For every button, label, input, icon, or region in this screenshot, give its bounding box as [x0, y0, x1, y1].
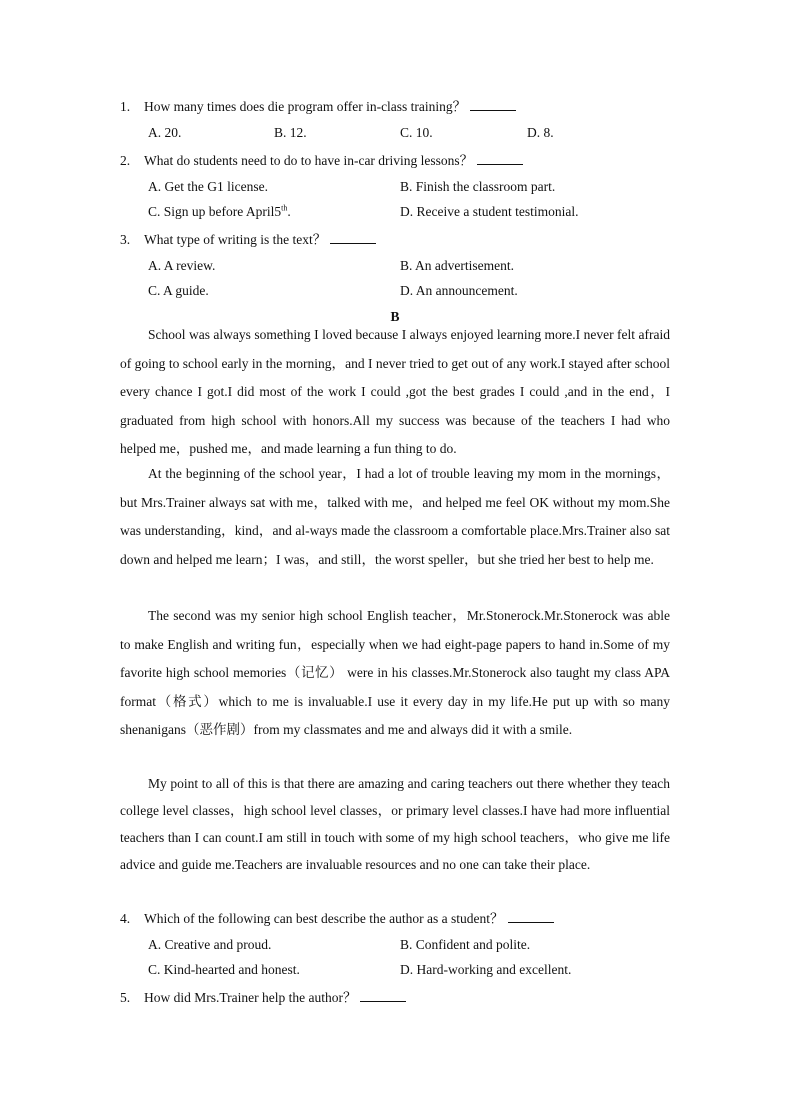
option-b: B. 12. — [274, 125, 307, 140]
option-c: C. Sign up before April5th. — [148, 203, 291, 219]
option-d: D. Receive a student testimonial. — [400, 204, 579, 219]
passage-paragraph-2: At the beginning of the school year，I had a lot of trouble leaving my mom in the mornings，but Mrs.Trainer always sat with me，talked with me，and helped me feel OK without my mom.She was understanding，kind，and al-ways made the classroom a comfortable place.Mrs.Trainer also sat down and helped me learn；I was，and still，the worst speller，but she tried her best to help me. — [120, 466, 670, 567]
question-3 — [120, 230, 680, 249]
option-c: C. 10. — [400, 125, 433, 140]
option-a: A. Get the G1 license. — [148, 179, 268, 194]
question-number: 1. — [120, 99, 131, 114]
option-d: D. 8. — [527, 125, 554, 140]
option-a: A. A review. — [148, 258, 216, 273]
question-5 — [120, 988, 680, 1007]
question-number: 5. — [120, 990, 131, 1005]
option-b: B. An advertisement. — [400, 258, 514, 273]
question-text: Which of the following can best describe the author as a student？ — [144, 911, 504, 926]
section-title: B — [390, 309, 400, 324]
passage-paragraph-1: School was always something I loved because I always enjoyed learning more.I never felt afraid of going to school early in the morning，and I never tried to get out of any work.I stayed after school every chance I got.I did most of the work I could ,got the best grades I could ,and in the end，I graduated from high school with honors.All my success was because of the teachers I had who helped me，pushed me，and made learning a fun thing to do. — [120, 327, 670, 456]
question-4 — [120, 909, 680, 928]
question-text: How many times does die program offer in-class training？ — [144, 99, 467, 114]
passage-paragraph-4: My point to all of this is that there are amazing and caring teachers out there whether they teach college level classes，high school level classes，or primary level classes.I have had more influential teachers than I can count.I am still in touch with some of my high school teachers，who give me life advice and guide me.Teachers are invaluable resources and no one can take their place. — [120, 776, 670, 872]
option-b: B. Confident and polite. — [400, 937, 531, 952]
question-number: 2. — [120, 153, 131, 168]
question-text: What type of writing is the text？ — [144, 232, 327, 247]
question-number: 3. — [120, 232, 131, 247]
option-c: C. Kind-hearted and honest. — [148, 962, 300, 977]
passage-paragraph-3: The second was my senior high school English teacher，Mr.Stonerock.Mr.Stonerock was able to make English and writing fun，especially when we had eight-page papers to hand in.Some of my favorite high school memories（记忆） were in his classes.Mr.Stonerock also taught my class APA format（格式）which to me is invaluable.I use it every day in my life.He put up with so many shenanigans（恶作剧）from my classmates and me and always did it with a smile. — [120, 608, 670, 737]
question-number: 4. — [120, 911, 131, 926]
answer-blank[interactable] — [470, 97, 516, 111]
option-b: B. Finish the classroom part. — [400, 179, 556, 194]
question-text: What do students need to do to have in-car driving lessons？ — [144, 153, 474, 168]
question-text: How did Mrs.Trainer help the author？ — [144, 990, 357, 1005]
answer-blank[interactable] — [508, 909, 554, 923]
answer-blank[interactable] — [477, 151, 523, 165]
question-1 — [120, 97, 680, 116]
option-a: A. 20. — [148, 125, 182, 140]
option-d: D. Hard-working and excellent. — [400, 962, 572, 977]
option-a: A. Creative and proud. — [148, 937, 272, 952]
answer-blank[interactable] — [360, 988, 406, 1002]
option-c: C. A guide. — [148, 283, 209, 298]
question-2 — [120, 151, 680, 170]
answer-blank[interactable] — [330, 230, 376, 244]
option-d: D. An announcement. — [400, 283, 518, 298]
